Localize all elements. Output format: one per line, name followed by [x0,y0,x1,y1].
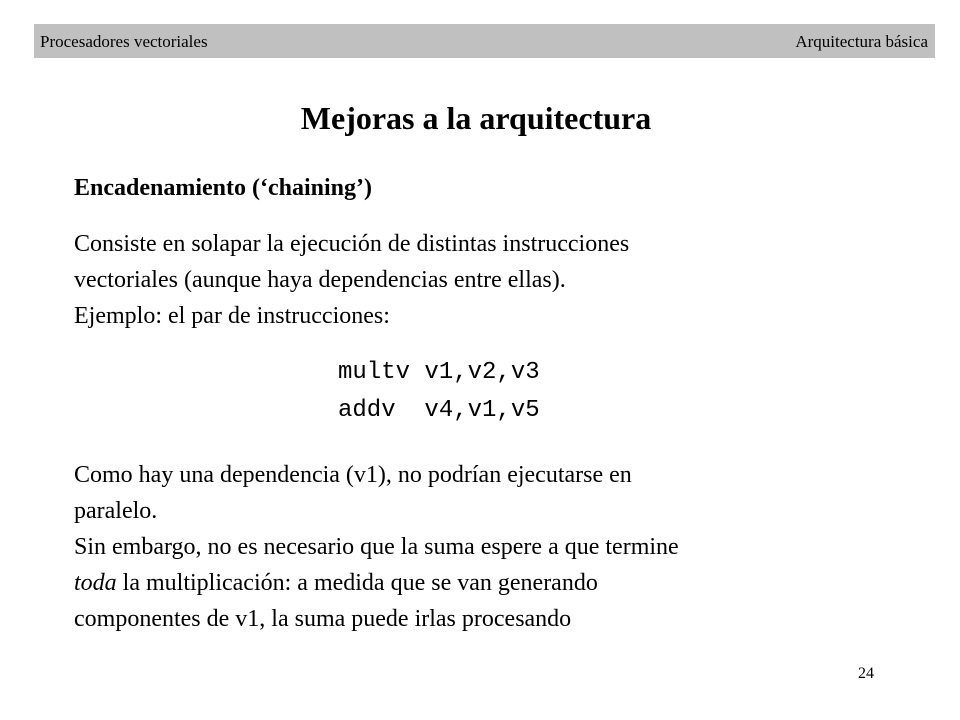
intro-paragraph [74,226,904,334]
emphasized-word: toda [74,570,117,596]
explanation-line-5: componentes de v1, la suma puede irlas procesando [74,606,572,632]
code-line-1: multv v1,v2,v3 [338,359,540,386]
slide-title: Mejoras a la arquitectura [300,100,652,136]
explanation-paragraph [74,457,904,637]
slide-header-bar [34,24,935,58]
code-line-2: addv v4,v1,v5 [338,397,540,424]
header-topic: Procesadores vectoriales [40,32,208,51]
explanation-line-4 [74,565,904,601]
section-subtitle: Encadenamiento (‘chaining’) [74,175,373,201]
explanation-line-3: Sin embargo, no es necesario que la suma espere a que termine [74,534,679,560]
explanation-line-2: paralelo. [74,498,158,524]
header-section: Arquitectura básica [795,32,928,51]
intro-line-1: Consiste en solapar la ejecución de distintas instrucciones [74,231,630,257]
intro-line-2: vectoriales (aunque haya dependencias entre ellas). [74,267,566,293]
explanation-line-1: Como hay una dependencia (v1), no podrían ejecutarse en [74,462,632,488]
page-number: 24 [858,665,874,682]
intro-line-3: Ejemplo: el par de instrucciones: [74,303,390,329]
explanation-line-4-rest: la multiplicación: a medida que se van generando [116,570,598,596]
